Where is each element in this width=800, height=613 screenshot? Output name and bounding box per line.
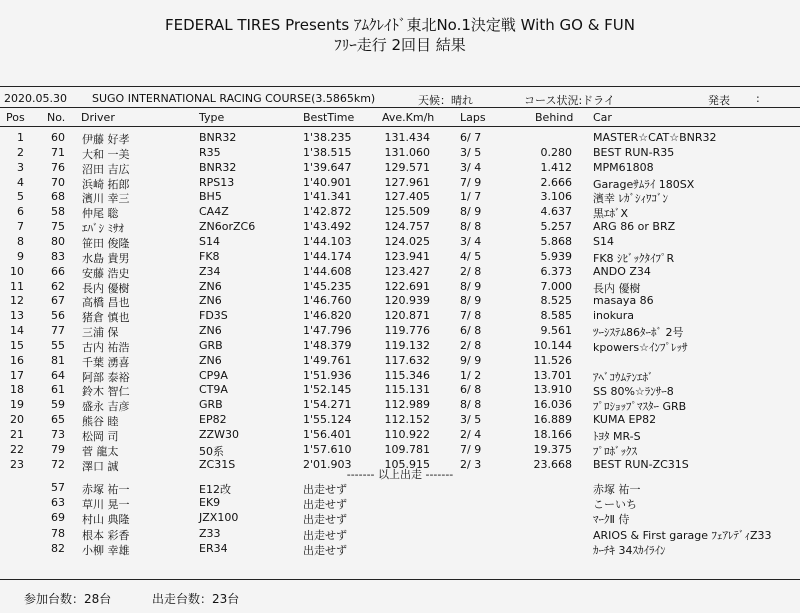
cell-no: 56 xyxy=(51,309,65,323)
header-laps: Laps xyxy=(460,111,486,124)
cell-no: 67 xyxy=(51,294,65,308)
cell-laps: 6/ 7 xyxy=(460,131,482,144)
cell-car: ﾏｰｸⅡ 侍 xyxy=(593,513,630,527)
cell-best: 1'45.235 xyxy=(303,279,352,293)
cell-ave: 127.405 xyxy=(384,190,430,204)
cell-type: ZC31S xyxy=(199,457,236,471)
cell-pos: 15 xyxy=(10,338,24,352)
cell-car: KUMA EP82 xyxy=(593,413,657,427)
cell-type: ZN6 xyxy=(199,353,222,367)
cell-ave: 125.509 xyxy=(384,205,430,219)
cell-ave: 127.961 xyxy=(384,175,430,189)
cell-type: R35 xyxy=(199,145,221,159)
cell-laps: 7/ 8 xyxy=(460,309,482,323)
cell-driver: 安藤 浩史 xyxy=(82,266,130,280)
cell-best: 出走せず xyxy=(303,528,347,542)
cell-no: 69 xyxy=(51,511,65,525)
page-title: FEDERAL TIRES Presents ｱﾑｸﾚｲﾄﾞ東北No.1決定戦 With GO & FUN xyxy=(164,16,635,34)
cell-best: 1'39.647 xyxy=(303,160,352,174)
cell-driver: 仲尾 聡 xyxy=(82,207,119,221)
dns-row xyxy=(0,542,800,559)
cell-behind: 18.166 xyxy=(533,428,572,441)
cell-pos: 9 xyxy=(17,249,24,263)
cell-ave: 129.571 xyxy=(384,160,430,174)
cell-no: 60 xyxy=(51,131,65,144)
cell-pos: 21 xyxy=(10,428,24,441)
cell-no: 65 xyxy=(51,413,65,427)
cell-car: Garageｻﾑﾗｲ 180SX xyxy=(593,177,695,191)
cell-pos: 13 xyxy=(10,309,24,323)
cell-type: BNR32 xyxy=(199,131,237,144)
cell-car: ｶｰﾁｷ 34ｽｶｲﾗｲﾝ xyxy=(593,543,666,557)
header-rule xyxy=(0,126,800,127)
cell-no: 83 xyxy=(51,249,65,263)
cell-best: 1'40.901 xyxy=(303,175,352,189)
cell-car: ARIOS & First garage ﾌｪｱﾚﾃﾞｨZ33 xyxy=(593,528,772,542)
cell-pos: 2 xyxy=(17,145,24,159)
cell-type: GRB xyxy=(199,398,223,412)
cell-driver: 伊藤 好孝 xyxy=(82,133,130,146)
bottom-rule xyxy=(0,579,800,580)
cell-driver: 水島 貴男 xyxy=(82,251,130,265)
cell-ave: 122.691 xyxy=(384,279,430,293)
cell-car: ｱﾍﾞｺｳﾑﾃﾝｴﾎﾞ xyxy=(593,370,654,384)
cell-pos: 23 xyxy=(10,457,24,471)
cell-best: 1'44.103 xyxy=(303,234,352,248)
cell-no: 77 xyxy=(51,324,65,338)
cell-no: 75 xyxy=(51,220,65,234)
header-behind: Behind xyxy=(535,111,574,124)
cell-laps: 3/ 5 xyxy=(460,413,482,427)
cell-best: 1'46.760 xyxy=(303,294,352,308)
cell-ave: 110.922 xyxy=(384,428,430,441)
cell-driver: 阿部 泰裕 xyxy=(82,370,130,384)
cell-best: 1'55.124 xyxy=(303,413,352,427)
cell-behind: 0.280 xyxy=(540,145,572,159)
cell-behind: 19.375 xyxy=(533,442,572,456)
cell-best: 1'46.820 xyxy=(303,309,352,323)
cell-driver: 大和 一美 xyxy=(82,147,130,161)
meta-rule xyxy=(0,107,800,108)
cell-no: 73 xyxy=(51,428,65,441)
cell-no: 62 xyxy=(51,279,65,293)
cell-laps: 8/ 8 xyxy=(460,220,482,234)
cell-best: 1'49.761 xyxy=(303,353,352,367)
cell-laps: 7/ 9 xyxy=(460,442,482,456)
cell-car: 赤塚 祐一 xyxy=(593,483,641,496)
cell-ave: 131.060 xyxy=(384,145,430,159)
cell-car: ﾌﾟﾛﾎﾞｯｸｽ xyxy=(593,444,637,458)
cell-driver: 古内 祐浩 xyxy=(82,340,130,354)
cell-laps: 6/ 8 xyxy=(460,324,482,338)
cell-ave: 119.776 xyxy=(384,324,430,338)
cell-laps: 2/ 3 xyxy=(460,457,482,471)
announce-label: 発表 xyxy=(708,94,730,107)
cell-type: JZX100 xyxy=(199,511,239,525)
cell-car: 黒ｴﾎﾞX xyxy=(593,207,629,221)
cell-no: 58 xyxy=(51,205,65,219)
cell-driver: 長内 優樹 xyxy=(82,281,130,295)
course-condition: コース状況:ドライ xyxy=(524,94,615,107)
cell-driver: 三浦 保 xyxy=(82,326,119,340)
cell-laps: 8/ 9 xyxy=(460,294,482,308)
cell-car: MPM61808 xyxy=(593,160,654,174)
cell-type: FK8 xyxy=(199,249,220,263)
course-name: SUGO INTERNATIONAL RACING COURSE(3.5865km) xyxy=(92,92,376,105)
header-avespeed: Ave.Km/h xyxy=(382,111,435,124)
cell-type: BH5 xyxy=(199,190,222,204)
cell-car: 長内 優樹 xyxy=(593,281,641,295)
cell-type: ZN6 xyxy=(199,294,222,308)
cell-type: BNR32 xyxy=(199,160,237,174)
cell-no: 59 xyxy=(51,398,65,412)
cell-best: 1'54.271 xyxy=(303,398,352,412)
cell-pos: 22 xyxy=(10,442,24,456)
cell-best: 1'42.872 xyxy=(303,205,352,219)
cell-ave: 124.757 xyxy=(384,220,430,234)
cell-laps: 3/ 4 xyxy=(460,234,482,248)
cell-best: 1'56.401 xyxy=(303,428,352,441)
cell-best: 1'44.174 xyxy=(303,249,352,263)
cell-car: こーいち xyxy=(593,498,637,512)
cell-type: ZN6 xyxy=(199,279,222,293)
cell-no: 72 xyxy=(51,457,65,471)
cell-driver: 村山 典隆 xyxy=(82,513,130,527)
cell-no: 61 xyxy=(51,383,65,397)
cell-pos: 5 xyxy=(17,190,24,204)
cell-no: 78 xyxy=(51,526,65,540)
cell-driver: 猪倉 慎也 xyxy=(82,311,130,325)
cell-pos: 8 xyxy=(17,234,24,248)
cell-driver: ｴﾊﾞｼ ﾐｻｵ xyxy=(82,222,124,236)
cell-best: 1'38.515 xyxy=(303,145,352,159)
cell-car: ﾄﾖﾀ MR-S xyxy=(593,430,641,443)
cell-car: FK8 ｼﾋﾞｯｸﾀｲﾌﾟR xyxy=(593,251,675,265)
cell-no: 82 xyxy=(51,541,65,555)
cell-best: 1'47.796 xyxy=(303,324,352,338)
cell-pos: 7 xyxy=(17,220,24,234)
cell-ave: 109.781 xyxy=(384,442,430,456)
cell-ave: 123.941 xyxy=(384,249,430,263)
cell-driver: 高橋 昌也 xyxy=(82,296,130,310)
cell-behind: 2.666 xyxy=(540,175,572,189)
top-rule xyxy=(0,86,800,87)
cell-no: 80 xyxy=(51,234,65,248)
cell-behind: 11.526 xyxy=(533,353,572,367)
cell-behind: 8.585 xyxy=(540,309,572,323)
cell-type: ZN6orZC6 xyxy=(199,220,256,234)
cell-ave: 117.632 xyxy=(384,353,430,367)
starters-count: 出走台数：23台 xyxy=(152,592,240,606)
cell-car: inokura xyxy=(593,309,635,323)
cell-behind: 8.525 xyxy=(540,294,572,308)
cell-type: CA4Z xyxy=(199,205,229,219)
cell-behind: 23.668 xyxy=(533,457,572,471)
header-no: No. xyxy=(47,111,66,124)
cell-pos: 18 xyxy=(10,383,24,397)
cell-best: 1'48.379 xyxy=(303,338,352,352)
cell-ave: 120.871 xyxy=(384,309,430,323)
cell-best: 1'44.608 xyxy=(303,264,352,278)
cell-ave: 112.152 xyxy=(384,413,430,427)
cell-behind: 5.868 xyxy=(540,234,572,248)
cell-laps: 2/ 8 xyxy=(460,338,482,352)
cell-no: 66 xyxy=(51,264,65,278)
cell-type: CP9A xyxy=(199,368,228,382)
cell-driver: 澤口 誠 xyxy=(82,459,119,473)
cell-driver: 盛永 吉彦 xyxy=(82,400,130,414)
cell-best: 出走せず xyxy=(303,513,347,527)
cell-type: ZZW30 xyxy=(199,428,239,441)
cell-type: 50系 xyxy=(199,444,224,458)
header-driver: Driver xyxy=(81,111,115,124)
cell-no: 81 xyxy=(51,353,65,367)
cell-driver: 千葉 湧喜 xyxy=(82,355,130,369)
cell-laps: 2/ 4 xyxy=(460,428,482,441)
cell-no: 68 xyxy=(51,190,65,204)
cell-behind: 13.910 xyxy=(533,383,572,397)
cell-best: 2'01.903 xyxy=(303,457,352,471)
header-besttime: BestTime xyxy=(303,111,355,124)
cell-driver: 松岡 司 xyxy=(82,430,119,443)
cell-pos: 14 xyxy=(10,324,24,338)
announce-colon: : xyxy=(756,92,760,105)
event-date: 2020.05.30 xyxy=(4,92,67,105)
cell-no: 71 xyxy=(51,145,65,159)
cell-best: 出走せず xyxy=(303,543,347,557)
cell-behind: 9.561 xyxy=(540,324,572,338)
page-subtitle: ﾌﾘｰ走行 2回目 結果 xyxy=(334,36,466,54)
cell-no: 64 xyxy=(51,368,65,382)
cell-behind: 1.412 xyxy=(540,160,572,174)
cell-laps: 8/ 9 xyxy=(460,205,482,219)
cell-best: 1'38.235 xyxy=(303,131,352,144)
cell-pos: 4 xyxy=(17,175,24,189)
cell-ave: 124.025 xyxy=(384,234,430,248)
cell-driver: 濱川 幸三 xyxy=(82,192,130,206)
cell-laps: 8/ 9 xyxy=(460,279,482,293)
cell-behind: 10.144 xyxy=(533,338,572,352)
cell-ave: 131.434 xyxy=(384,131,430,144)
cell-behind: 5.257 xyxy=(540,220,572,234)
cell-driver: 浜崎 拓郎 xyxy=(82,177,130,191)
cell-type: EK9 xyxy=(199,496,221,510)
cell-car: BEST RUN-ZC31S xyxy=(593,457,689,471)
cell-car: S14 xyxy=(593,234,614,248)
cell-car: ﾌﾟﾛｼｮｯﾌﾟﾏｽﾀｰ GRB xyxy=(593,400,687,414)
cell-pos: 12 xyxy=(10,294,24,308)
cell-type: Z34 xyxy=(199,264,221,278)
cell-type: E12改 xyxy=(199,483,231,496)
cell-pos: 20 xyxy=(10,413,24,427)
cell-laps: 4/ 5 xyxy=(460,249,482,263)
cell-laps: 7/ 9 xyxy=(460,175,482,189)
cell-pos: 19 xyxy=(10,398,24,412)
cell-best: 1'51.936 xyxy=(303,368,352,382)
cell-best: 1'41.341 xyxy=(303,190,352,204)
cell-driver: 沼田 吉広 xyxy=(82,162,130,176)
cell-type: ZN6 xyxy=(199,324,222,338)
cell-no: 55 xyxy=(51,338,65,352)
started-separator: ------- 以上出走 ------- xyxy=(346,468,454,481)
header-car: Car xyxy=(593,111,612,124)
cell-laps: 8/ 8 xyxy=(460,398,482,412)
cell-ave: 120.939 xyxy=(384,294,430,308)
cell-ave: 115.346 xyxy=(384,368,430,382)
cell-driver: 根本 彩香 xyxy=(82,528,130,542)
header-type: Type xyxy=(199,111,225,124)
cell-best: 出走せず xyxy=(303,498,347,512)
cell-no: 57 xyxy=(51,481,65,494)
cell-behind: 6.373 xyxy=(540,264,572,278)
cell-laps: 2/ 8 xyxy=(460,264,482,278)
cell-ave: 112.989 xyxy=(384,398,430,412)
cell-type: EP82 xyxy=(199,413,227,427)
cell-behind: 16.036 xyxy=(533,398,572,412)
cell-pos: 1 xyxy=(17,131,24,144)
cell-behind: 3.106 xyxy=(540,190,572,204)
cell-laps: 9/ 9 xyxy=(460,353,482,367)
cell-driver: 笹田 俊隆 xyxy=(82,236,130,250)
cell-driver: 鈴木 智仁 xyxy=(82,385,130,399)
cell-behind: 5.939 xyxy=(540,249,572,263)
cell-type: Z33 xyxy=(199,526,221,540)
cell-type: S14 xyxy=(199,234,220,248)
cell-driver: 赤塚 祐一 xyxy=(82,483,130,496)
cell-driver: 草川 晃一 xyxy=(82,498,130,512)
cell-driver: 菅 龍太 xyxy=(82,444,119,458)
cell-ave: 119.132 xyxy=(384,338,430,352)
cell-behind: 13.701 xyxy=(533,368,572,382)
cell-laps: 3/ 4 xyxy=(460,160,482,174)
cell-behind: 16.889 xyxy=(533,413,572,427)
weather: 天候：晴れ xyxy=(418,94,473,107)
cell-type: ER34 xyxy=(199,541,228,555)
cell-type: RPS13 xyxy=(199,175,235,189)
cell-pos: 17 xyxy=(10,368,24,382)
cell-best: 1'57.610 xyxy=(303,442,352,456)
cell-pos: 10 xyxy=(10,264,24,278)
header-pos: Pos xyxy=(6,111,25,124)
cell-type: FD3S xyxy=(199,309,228,323)
cell-ave: 115.131 xyxy=(384,383,430,397)
cell-no: 76 xyxy=(51,160,65,174)
cell-driver: 小柳 幸雄 xyxy=(82,543,130,557)
entries-count: 参加台数：28台 xyxy=(24,592,112,606)
cell-type: CT9A xyxy=(199,383,228,397)
cell-driver: 熊谷 睦 xyxy=(82,415,119,429)
cell-pos: 16 xyxy=(10,353,24,367)
cell-laps: 1/ 7 xyxy=(460,190,482,204)
cell-car: kpowers☆ｲﾝﾌﾟﾚｯｻ xyxy=(593,340,688,354)
cell-car: MASTER☆CAT☆BNR32 xyxy=(593,131,717,144)
cell-pos: 11 xyxy=(10,279,24,293)
cell-behind: 4.637 xyxy=(540,205,572,219)
cell-car: SS 80%☆ﾗﾝｻｰ8 xyxy=(593,385,674,399)
cell-no: 70 xyxy=(51,175,65,189)
cell-no: 79 xyxy=(51,442,65,456)
cell-best: 出走せず xyxy=(303,483,347,496)
cell-car: masaya 86 xyxy=(593,294,654,308)
cell-laps: 1/ 2 xyxy=(460,368,482,382)
cell-laps: 6/ 8 xyxy=(460,383,482,397)
cell-ave: 105.915 xyxy=(384,457,430,471)
cell-pos: 3 xyxy=(17,160,24,174)
cell-type: GRB xyxy=(199,338,223,352)
cell-ave: 123.427 xyxy=(384,264,430,278)
cell-behind: 7.000 xyxy=(540,279,572,293)
cell-best: 1'43.492 xyxy=(303,220,352,234)
cell-car: ANDO Z34 xyxy=(593,264,651,278)
cell-best: 1'52.145 xyxy=(303,383,352,397)
cell-car: 濱幸 ﾚｶﾞｼｨﾜｺﾞﾝ xyxy=(593,192,668,206)
cell-car: ARG 86 or BRZ xyxy=(593,220,676,234)
cell-laps: 3/ 5 xyxy=(460,145,482,159)
cell-pos: 6 xyxy=(17,205,24,219)
cell-car: BEST RUN-R35 xyxy=(593,145,675,159)
cell-no: 63 xyxy=(51,496,65,510)
cell-car: ﾂｰｼｽﾃﾑ86ﾀｰﾎﾞ 2号 xyxy=(593,326,684,340)
